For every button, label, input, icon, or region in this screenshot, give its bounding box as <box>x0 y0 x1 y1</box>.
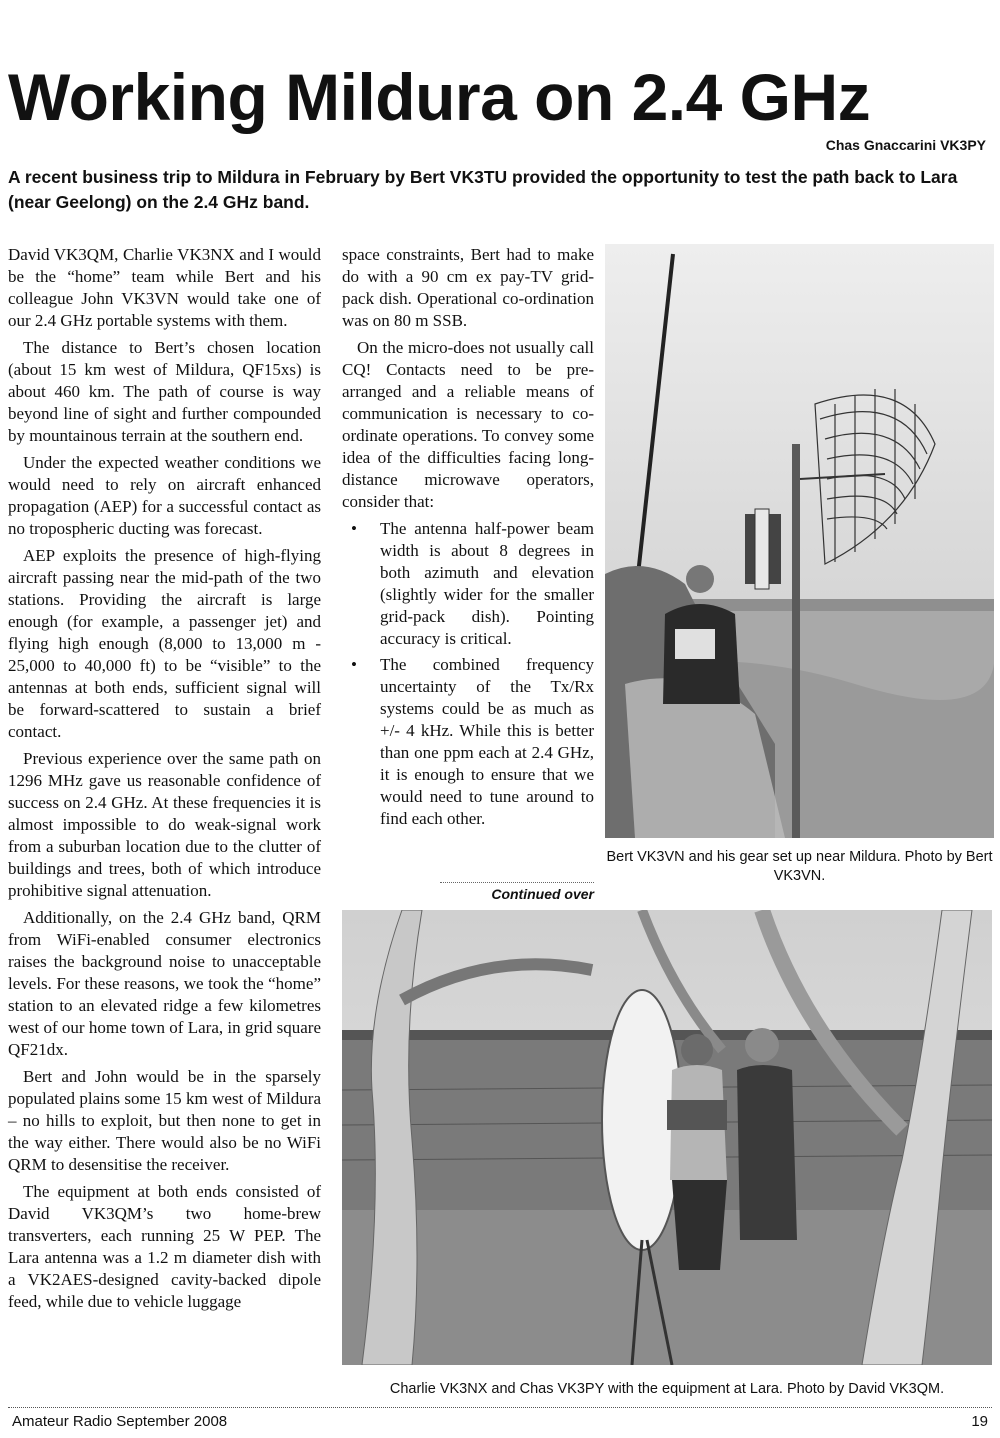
bullet-icon: • <box>351 519 357 538</box>
footer-publication: Amateur Radio September 2008 <box>12 1413 228 1430</box>
bullet-icon: • <box>351 655 357 674</box>
bullet-text: The antenna half-power beam width is about 8 degrees in both azimuth and elevation (slightly wider for the smaller grid-pack dish). Pointing accuracy is critical. <box>380 519 594 648</box>
paragraph: Under the expected weather conditions we would need to rely on aircraft enhanced propagation (AEP) for a successful contact as no tropospheric ducting was forecast. <box>8 453 321 538</box>
text-column-2 <box>342 244 594 834</box>
grid-dish-photo-illustration <box>605 244 994 838</box>
continued-over-label: Continued over <box>440 882 594 903</box>
article-intro: A recent business trip to Mildura in February by Bert VK3TU provided the opportunity to test the path back to Lara (near Geelong) on the 2.4 GHz band. <box>8 167 958 212</box>
author-byline: Chas Gnaccarini VK3PY <box>825 137 986 153</box>
paragraph: AEP exploits the presence of high-flying aircraft passing near the mid-path of the two stations. Providing the aircraft is large enough (for example, a passenger jet) and flying high enough (8,000 to 13,000 m - 25,000 to 40,000 ft) to be “visible” to the antennas at both ends, sufficient signal will be forward-scattered to sustain a brief contact. <box>8 546 321 741</box>
paragraph: Additionally, on the 2.4 GHz band, QRM from WiFi-enabled consumer electronics raises the background noise to unacceptable levels. For these reasons, we took the “home” station to an elevated ridge a few kilometres west of our home town of Lara, in grid square QF21dx. <box>8 908 321 1059</box>
photo-lara-setup <box>342 910 992 1365</box>
paragraph: The distance to Bert’s chosen location (about 15 km west of Mildura, QF15xs) is about 460 km. The path of course is way beyond line of sight and further compounded by mountainous terrain at the southern end. <box>8 338 321 445</box>
article-title: Working Mildura on 2.4 GHz <box>8 60 871 134</box>
bullet-text: The combined frequency uncertainty of the Tx/Rx systems could be as much as +/- 4 kHz. While this is better than one ppm each at 2.4 GHz, it is enough to ensure that we would need to tune around to find each other. <box>380 655 594 828</box>
photo-mildura-setup <box>605 244 994 838</box>
bullet-item <box>342 518 594 650</box>
bullet-item <box>342 654 594 830</box>
page-number: 19 <box>971 1413 988 1430</box>
paragraph: David VK3QM, Charlie VK3NX and I would be the “home” team while Bert and his colleague John VK3VN would take one of our 2.4 GHz portable systems with them. <box>8 245 321 330</box>
photo-caption: Bert VK3VN and his gear set up near Mildura. Photo by Bert VK3VN. <box>606 849 993 884</box>
paragraph: On the micro-does not usually call CQ! Contacts need to be pre-arranged and a reliable means of communication is necessary to co-ordinate operations. To convey some idea of the difficulties facing long-distance microwave operators, consider that: <box>342 338 594 511</box>
footer-divider <box>8 1407 992 1408</box>
paragraph: Previous experience over the same path on 1296 MHz gave us reasonable confidence of success on 2.4 GHz. At these frequencies it is almost impossible to do weak-signal work from a suburban location due to the clutter of buildings and trees, both of which introduce prohibitive signal attenuation. <box>8 749 321 900</box>
dish-antenna-photo-illustration <box>342 910 992 1365</box>
bullet-list <box>342 518 594 830</box>
paragraph: The equipment at both ends consisted of David VK3QM’s two home-brew transverters, each running 25 W PEP. The Lara antenna was a 1.2 m diameter dish with a VK2AES-designed cavity-backed dipole feed, while due to vehicle luggage <box>8 1182 321 1311</box>
photo-caption: Charlie VK3NX and Chas VK3PY with the equipment at Lara. Photo by David VK3QM. <box>389 1381 945 1397</box>
paragraph: Bert and John would be in the sparsely populated plains some 15 km west of Mildura – no hills to exploit, but then none to get in the way either. There would also be no WiFi QRM to desensitise the receiver. <box>8 1067 321 1174</box>
paragraph: space constraints, Bert had to make do with a 90 cm ex pay-TV grid-pack dish. Operational co-ordination was on 80 m SSB. <box>342 245 594 330</box>
text-column-1 <box>8 244 321 1318</box>
